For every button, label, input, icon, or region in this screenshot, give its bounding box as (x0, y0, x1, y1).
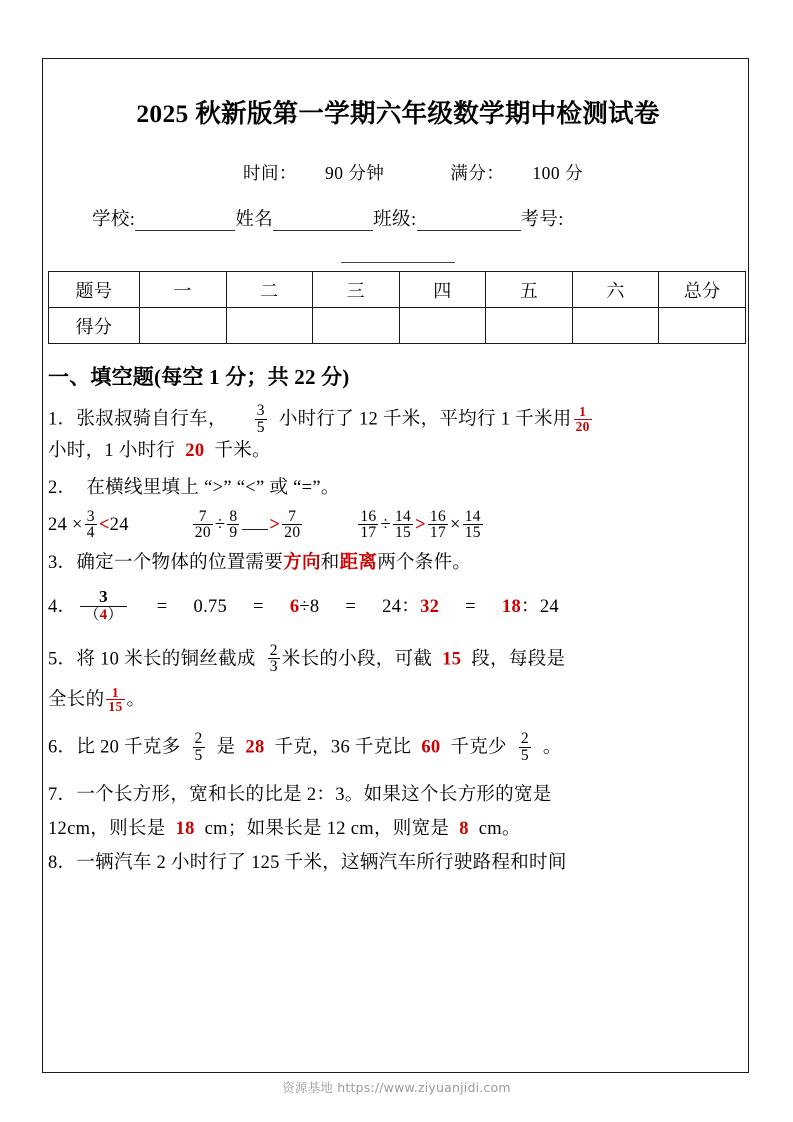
question-8-line-1 (48, 849, 748, 879)
question-8 (48, 849, 748, 879)
question-5-text-b: 米长的小段，可截 (281, 649, 433, 670)
class-label: 班级: (373, 210, 417, 230)
score-table-label-score: 得分 (49, 308, 140, 344)
question-1-line-2 (48, 437, 748, 467)
question-7-line-1 (48, 781, 748, 811)
question-2-expressions (48, 507, 748, 543)
question-7-text-d: cm。 (478, 818, 521, 839)
question-6-text-e: 。 (542, 737, 562, 758)
question-2-line-1 (48, 474, 748, 504)
question-4-line-1: 4． $\frac{3}{(4)}$ = 0.75 = 6÷8 = 24：32 = 18：24 (48, 587, 559, 624)
question-1-line-1 (48, 404, 748, 437)
question-6 (48, 732, 748, 765)
table-row-scores (49, 308, 746, 344)
table-row-question-numbers (49, 272, 746, 308)
question-7 (48, 781, 748, 845)
question-6-text-d: 千克少 (450, 737, 507, 758)
question-7-text-a: 一个长方形，宽和长的比是 2：3。如果这个长方形的宽是 (76, 784, 552, 805)
exam-no-label: 考号: (520, 210, 564, 230)
question-5-line-1 (48, 641, 748, 677)
question-6-text-b: 是 (216, 737, 236, 758)
exam-no-rule-wrap (48, 250, 748, 262)
question-4-number: 4． (48, 597, 77, 618)
question-2-answer-2: > (269, 515, 281, 536)
score-table-col-6: 六 (572, 272, 659, 308)
question-8-number: 8． (48, 852, 77, 873)
footer-watermark: 资源基地 https://www.ziyuanjidi.com (282, 1080, 511, 1095)
question-3-text-c: 两个条件。 (377, 553, 472, 574)
question-1-text-d: 千米。 (214, 440, 271, 461)
question-3-text-a: 确定一个物体的位置需要 (76, 553, 284, 574)
expr3-fraction-14-15-a: $\frac{14}{15}$ (394, 507, 412, 542)
question-5-line-2 (48, 686, 748, 716)
question-3-answer-2: 距离 (339, 553, 378, 574)
section-heading-fill-in-blanks: 一、填空题(每空 1 分；共 22 分) (48, 365, 350, 389)
expr1-fraction-3-4: $\frac{3}{4}$ (86, 507, 95, 542)
question-5 (48, 641, 748, 717)
question-6-text-a: 比 20 千克多 (76, 737, 181, 758)
score-cell-6[interactable] (572, 308, 659, 344)
question-4-answer-4: 4 (99, 607, 108, 624)
question-6-line-1 (48, 732, 748, 765)
question-4-answer-18: 18 (501, 597, 522, 618)
question-2 (48, 474, 748, 543)
question-7-text-b: 12cm，则长是 (48, 818, 166, 839)
question-1-number: 1． (48, 409, 77, 430)
question-1-answer-20: 20 (185, 440, 205, 461)
expr3-fraction-16-17-a: $\frac{16}{17}$ (360, 507, 377, 542)
question-6-answer-28: 28 (245, 737, 265, 758)
question-4-fraction: $\frac{3}{(4)}$ (80, 588, 126, 624)
question-3-answer-1: 方向 (283, 553, 321, 574)
question-5-number: 5． (48, 649, 77, 670)
class-input[interactable] (417, 213, 521, 231)
score-table-col-5: 五 (486, 272, 573, 308)
question-1 (48, 404, 748, 467)
score-table-label-question: 题号 (49, 272, 140, 308)
question-3-line-1 (48, 549, 748, 579)
exam-meta-line (48, 160, 748, 185)
score-table-col-total: 总分 (659, 272, 746, 308)
question-3-number: 3． (48, 553, 77, 574)
question-4-denominator: （4） (80, 606, 126, 623)
question-6-text-c: 千克，36 千克比 (274, 737, 412, 758)
question-5-answer-1-15: $\frac{1}{15}$ (108, 684, 123, 715)
question-4-answer-6: 6 (289, 597, 300, 618)
expr2-fraction-8-9: $\frac{8}{9}$ (229, 507, 238, 542)
question-4-answer-32: 32 (420, 597, 440, 618)
question-5-fraction-2-3: $\frac{2}{3}$ (269, 641, 278, 676)
question-1-fraction-3-5: $\frac{3}{5}$ (256, 402, 265, 436)
question-7-answer-8: 8 (459, 818, 469, 839)
score-cell-5[interactable] (486, 308, 573, 344)
student-info-line (48, 205, 748, 231)
question-2-expr-3: $\frac{16}{17}$ ÷ $\frac{14}{15}$ > $\frac{16}{17}$ × $\frac{14}{15}$ (360, 507, 481, 542)
name-label: 姓名 (235, 210, 274, 230)
question-5-text-a: 将 10 米长的铜丝截成 (76, 649, 256, 670)
question-6-answer-60: 60 (421, 737, 441, 758)
question-7-number: 7． (48, 784, 77, 805)
expr2-fraction-7-20-b: $\frac{7}{20}$ (284, 507, 301, 542)
question-7-text-c: cm；如果长是 12 cm，则宽是 (204, 818, 450, 839)
question-1-text-c: 小时，1 小时行 (48, 440, 176, 461)
score-cell-total[interactable] (659, 308, 746, 344)
question-5-text-d: 全长的 (48, 690, 105, 711)
question-5-answer-15: 15 (442, 649, 462, 670)
expr3-fraction-14-15-b: $\frac{14}{15}$ (464, 507, 481, 542)
total-score-value: 100 分 (532, 163, 583, 183)
school-input[interactable] (135, 213, 235, 231)
question-1-text-b: 小时行了 12 千米，平均行 1 千米用 (278, 409, 572, 430)
score-cell-2[interactable] (226, 308, 313, 344)
question-7-answer-18: 18 (175, 818, 195, 839)
question-7-line-2 (48, 815, 748, 845)
score-table-col-2: 二 (226, 272, 313, 308)
score-table-col-1: 一 (140, 272, 227, 308)
exam-no-input[interactable] (341, 261, 455, 263)
question-2-expr-1: 24 × $\frac{3}{4}$ <24 (48, 507, 129, 542)
question-1-answer-1-20: $\frac{1}{20}$ (575, 404, 590, 434)
name-input[interactable] (273, 213, 373, 231)
question-6-fraction-2-5-a: $\frac{2}{5}$ (194, 730, 203, 764)
question-2-answer-1: < (98, 515, 110, 536)
score-table (48, 271, 746, 344)
question-3 (48, 549, 748, 579)
score-cell-4[interactable] (399, 308, 486, 344)
time-label: 时间： (243, 163, 297, 183)
score-table-col-3: 三 (313, 272, 400, 308)
page-title: 2025 秋新版第一学期六年级数学期中检测试卷 (136, 99, 660, 128)
question-1-text-a: 张叔叔骑自行车， (76, 409, 227, 430)
school-label: 学校: (92, 210, 136, 230)
question-3-text-b: 和 (320, 553, 340, 574)
score-table-col-4: 四 (399, 272, 486, 308)
question-2-text: 在横线里填上 “>” “<” 或 “=”。 (86, 477, 340, 498)
question-6-fraction-2-5-b: $\frac{2}{5}$ (520, 730, 529, 764)
score-cell-3[interactable] (313, 308, 400, 344)
expr2-fraction-7-20-a: $\frac{7}{20}$ (194, 507, 211, 542)
time-value: 90 分钟 (325, 163, 385, 183)
score-cell-1[interactable] (140, 308, 227, 344)
question-2-answer-3: > (415, 515, 426, 536)
question-4 (48, 587, 748, 626)
question-5-text-c: 段，每段是 (471, 649, 566, 670)
total-score-label: 满分： (450, 163, 505, 183)
question-6-number: 6． (48, 737, 77, 758)
question-2-expr-2: $\frac{7}{20}$ ÷ $\frac{8}{9}$ > $\frac{7}{20}$ (194, 507, 301, 542)
question-2-blank-2[interactable] (242, 517, 268, 530)
page-content (48, 62, 748, 879)
question-2-number: 2． (48, 477, 77, 498)
question-5-text-e: 。 (126, 690, 146, 711)
expr3-fraction-16-17-b: $\frac{16}{17}$ (429, 507, 447, 542)
question-8-text-a: 一辆汽车 2 小时行了 125 千米，这辆汽车所行驶路程和时间 (76, 852, 567, 873)
